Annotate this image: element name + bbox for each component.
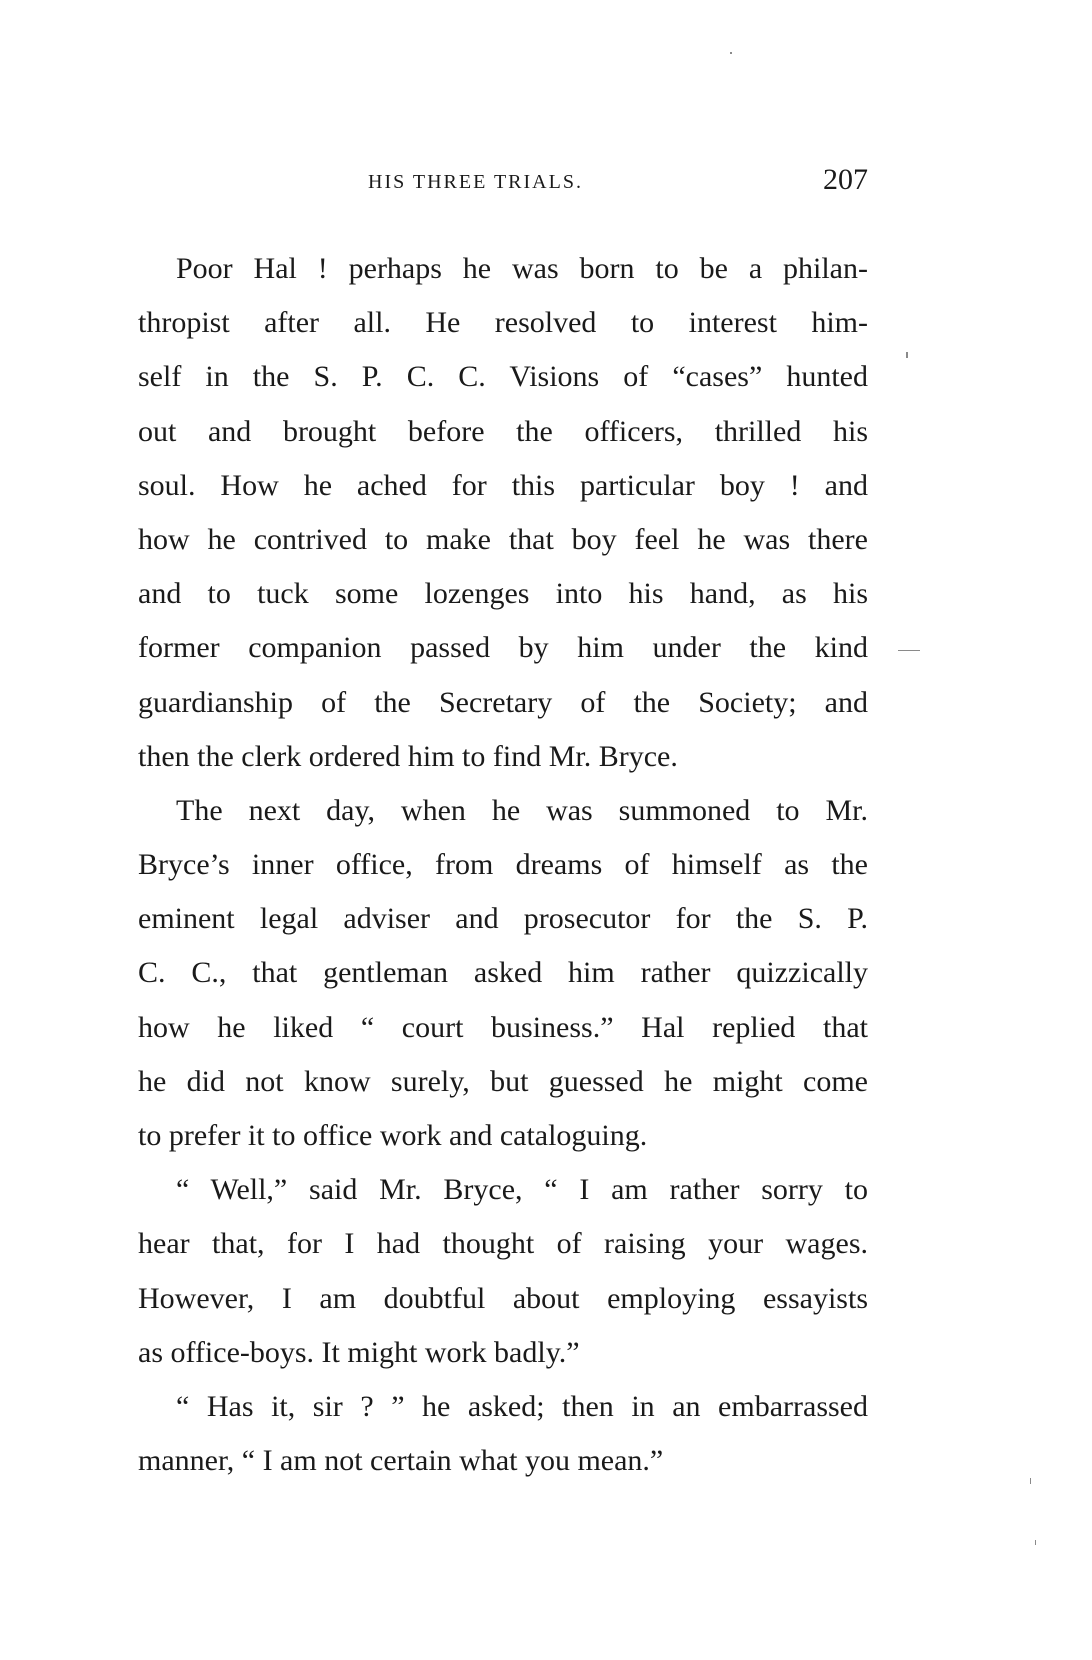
text-line: C. C., that gentleman asked him rather quizzically — [138, 956, 868, 990]
text-line: soul. How he ached for this particular boy ! and — [138, 468, 868, 502]
text-line: hear that, for I had thought of raising your wages. — [138, 1227, 868, 1261]
text-line: However, I am doubtful about employing essayists — [138, 1281, 868, 1315]
scan-speck — [906, 352, 908, 358]
text-line: how he contrived to make that boy feel he was there — [138, 522, 868, 556]
scan-speck — [1030, 1478, 1031, 1484]
page-number: 207 — [823, 163, 868, 196]
running-head — [138, 163, 868, 203]
text-line: self in the S. P. C. C. Visions of “cases” hunted — [138, 360, 868, 394]
text-line: eminent legal adviser and prosecutor for the S. P. — [138, 902, 868, 936]
text-line: thropist after all. He resolved to interest him- — [138, 306, 868, 340]
text-line: manner, “ I am not certain what you mean.” — [138, 1444, 664, 1478]
running-head-title: HIS THREE TRIALS. — [368, 171, 583, 193]
text-line: former companion passed by him under the kind — [138, 631, 868, 665]
text-line: as office-boys. It might work badly.” — [138, 1335, 580, 1369]
text-line: The next day, when he was summoned to Mr. — [176, 793, 868, 827]
scan-speck — [1035, 1540, 1036, 1545]
text-line: he did not know surely, but guessed he might come — [138, 1064, 868, 1098]
text-line: “ Has it, sir ? ” he asked; then in an embarrassed — [176, 1389, 868, 1423]
scan-speck — [898, 650, 920, 651]
text-line: then the clerk ordered him to find Mr. Bryce. — [138, 739, 678, 773]
text-line: out and brought before the officers, thrilled his — [138, 414, 868, 448]
text-line: how he liked “ court business.” Hal replied that — [138, 1010, 868, 1044]
text-line: guardianship of the Secretary of the Society; and — [138, 685, 868, 719]
text-line: to prefer it to office work and cataloguing. — [138, 1119, 648, 1152]
text-line: “ Well,” said Mr. Bryce, “ I am rather sorry to — [176, 1173, 868, 1207]
body-text — [138, 242, 868, 1488]
text-line: Bryce’s inner office, from dreams of himself as the — [138, 848, 868, 882]
text-line: and to tuck some lozenges into his hand, as his — [138, 577, 868, 611]
text-line: Poor Hal ! perhaps he was born to be a philan- — [176, 252, 868, 285]
scan-speck — [730, 52, 732, 54]
